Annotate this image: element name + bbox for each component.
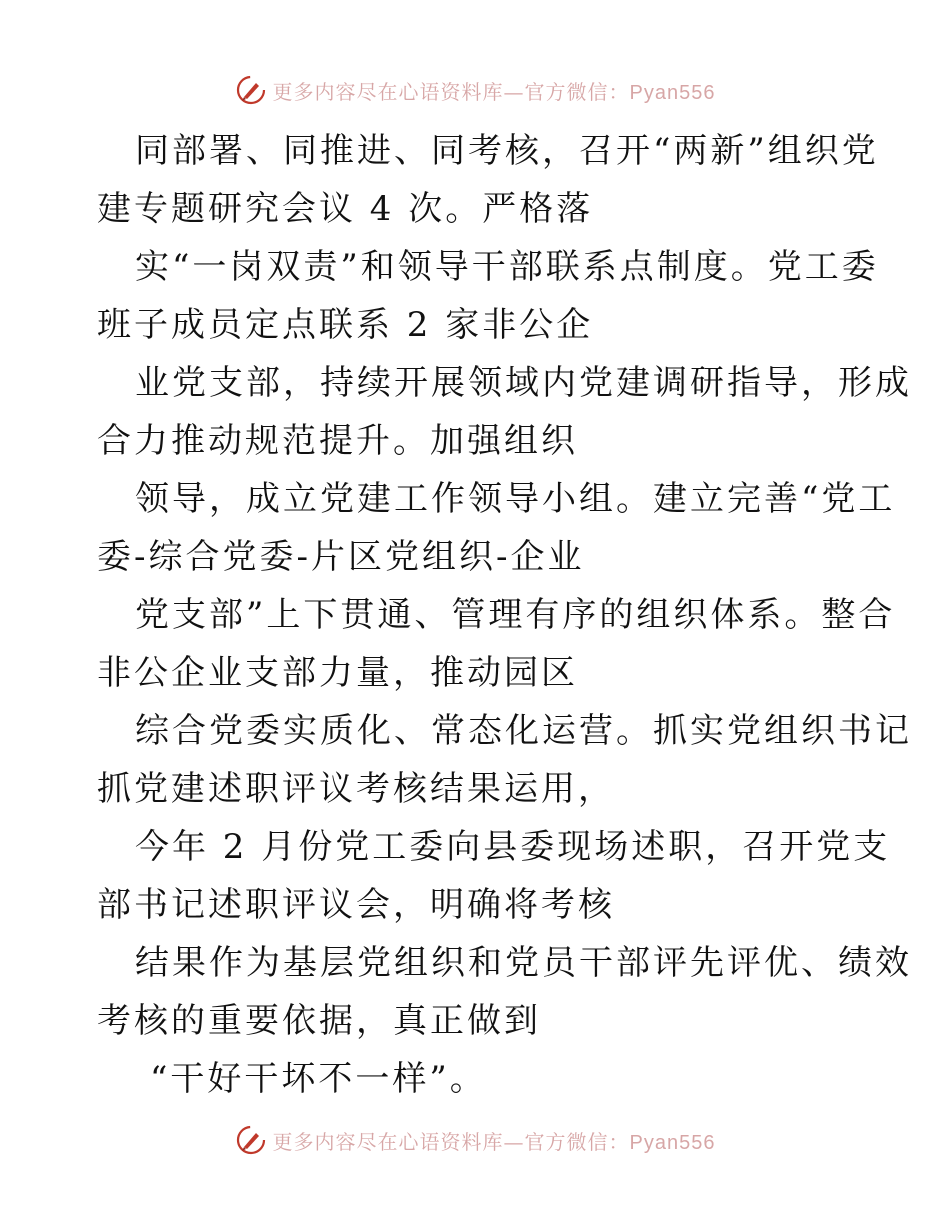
text-line: 今年 2 月份党工委向县委现场述职，召开党支 [135,827,891,867]
watermark-group [235,1124,716,1156]
watermark-wechat-id: Pyan556 [629,81,716,104]
text-line: 同部署、同推进、同考核，召开“两新”组织党 [135,131,879,171]
text-line: 考核的重要依据，真正做到 [97,1001,541,1041]
text-line: “干好干坏不一样”。 [150,1059,487,1099]
text-line: 非公企业支部力量，推动园区 [97,653,578,693]
footer-watermark [0,1120,950,1160]
watermark-wechat-id: Pyan556 [629,1131,716,1154]
text-line: 综合党委实质化、常态化运营。抓实党组织书记 [135,711,912,751]
quill-pen-icon [235,74,267,106]
header-watermark [0,70,950,110]
text-line: 党支部”上下贯通、管理有序的组织体系。整合 [135,595,896,635]
text-line: 建专题研究会议 4 次。严格落 [97,189,594,229]
text-line: 班子成员定点联系 2 家非公企 [97,305,594,345]
text-line: 抓党建述职评议考核结果运用， [97,769,615,809]
watermark-group [235,74,716,106]
watermark-text [273,1126,716,1155]
text-line: 合力推动规范提升。加强组织 [97,421,578,461]
watermark-text [273,76,716,105]
text-line: 委-综合党委-片区党组织-企业 [97,537,585,577]
text-line: 实“一岗双责”和领导干部联系点制度。党工委 [135,247,879,287]
watermark-caption: 更多内容尽在心语资料库—官方微信： [272,79,630,104]
text-line: 领导，成立党建工作领导小组。建立完善“党工 [135,479,896,519]
quill-pen-icon [235,1124,267,1156]
text-line: 结果作为基层党组织和党员干部评先评优、绩效 [135,943,912,983]
text-line: 部书记述职评议会，明确将考核 [97,885,615,925]
text-line: 业党支部，持续开展领域内党建调研指导，形成 [135,363,912,403]
watermark-caption: 更多内容尽在心语资料库—官方微信： [272,1129,630,1154]
